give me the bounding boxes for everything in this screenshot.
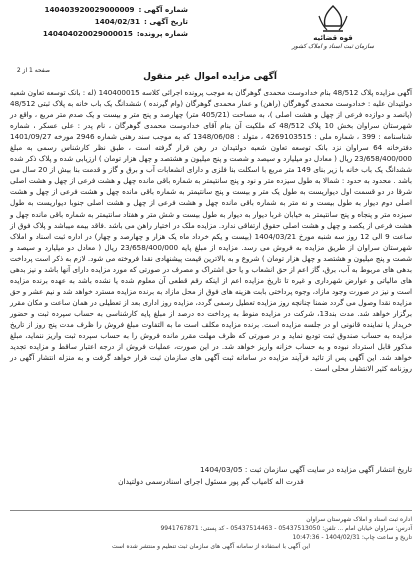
organization-logo <box>258 4 408 58</box>
contact-print-time: تاریخ و ساعت چاپ: 1404/02/31 - 10:47:36 <box>292 534 412 541</box>
file-number-row <box>8 28 188 40</box>
logo-name: قوه قضائیه <box>313 34 353 42</box>
publish-date-line: تاریخ انتشار آگهی مزایده در سایت آگهی سازمان ثبت : 1404/03/05 <box>199 465 412 474</box>
file-number-value: 140404020029000015 <box>42 29 133 38</box>
notice-number-label: شماره آگهی : <box>138 5 188 14</box>
notice-date-value: 1404/02/31 <box>94 17 141 26</box>
logo-organization: سازمان ثبت اسناد و املاک کشور <box>291 43 375 50</box>
contact-note: این آگهی با استفاده از سامانه آگهی های سازمان ثبت تنظیم و منتشر شده است <box>112 543 310 550</box>
file-number-label: شماره پرونده: <box>136 29 188 38</box>
notice-date-label: تاریخ آگهی : <box>144 17 188 26</box>
notice-body: آگهی مزایده پلاک 48/512 بنام خدادوست محمدی گوهرگان به موجب پرونده اجرائی کلاسه 140400015 (له : بانک توسعه تعاون شعبه دولتیدان علیه : خدادوست محمدی گوهرگان (راهن) و عمار محمدی گوهرگان (وام گیرنده ) ششدانگ یک باب خانه به پلاک ثبتی 48/512 (پانصد و دوازده فرعی از چهل و هشت اصلی )، به مساحت (405/21 متر) چهارصد و پنج متر و بیست و یک صدم متر مربع ، واقع در شهرستان سراوان بخش 10 پلاک 48/512 که ملکیت آن بنام آقای خدادوست محمدی گوهرگان ، نام پدر : علی عسکر ، شماره شناسنامه : 399 ، شماره ملی : 4269103515 ، متولد : 1348/06/08 که به موجب سند رهنی شماره 2946 مورخه 1401/09/27 دفترخانه 64 سراوان نزد بانک توسعه تعاون شعبه دولتیدان در رهن قرار گرفته است ، طبق نظر کارشناس رسمی به مبلغ 23/658/400/000 ریال ( معادل دو میلیارد و سیصد و شصت و پنج میلیون و هشتصد و چهل هزار تومان ) ارزیابی شده و پلاک ذکر شده ششدانگ یک باب خانه با زیر بنای 149 متر مربع با اسکلت بنا فلزی و دارای انشعابات آب و برق و گاز و قدمت بنا بیش از 20 سال می باشد . محدود به حدود : شمالا به طول سیزده متر و نود و پنج سانتیمتر به شماره باقی مانده چهل و هشت فرعی از چهل و هشت اصلی شرقا در دو قسمت اول دیواریست به طول یک متر و بیست و پنج سانتیمتر به شماره باقی مانده چهل و هشت فرعی از چهل و هشت اصلی دوم دیوار به طول بیست و نه متر به شماره باقی مانده چهل و هشت فرعی از چهل و هشت اصلی جنوبا دیواریست به طول سیزده متر و پنجاه و پنج سانتیمتر به خیابان غربا دیوار به دیوار به طول بیست و شش متر و هفتاد سانتیمتر به شماره باقی مانده چهل و هشت فرعی از یکصد و چهل و هشت اصلی حقوق ارتفاقی ندارد. مزایده ملک در اختیار راهن می باشد .فاقد بیمه میباشد و پلاک فوق از ساعت 9 الی 12 روز سه شنبه مورخ 1404/03/21 (بیست و یکم خرداد ماه یک هزار و چهارصد و چهار) در اداره ثبت اسناد و املاک شهرستان سراوان از طریق مزایده به فروش می رسد. مزایده از مبلغ پایه 23/658/400/000 ریال ( معادل دو میلیارد و سیصد و شصت و پنج میلیون و هشتصد و چهل هزار تومان ) شروع و به بالاترین قیمت پیشنهادی نقدا فروخته می شود. لازم به ذکر است پرداخت بدهی های مربوط به آب، برق، گاز اعم از حق انشعاب و یا حق اشتراک و مصرف در صورتی که مورد مزایده دارای آنها باشد و نیز بدهی های مالیاتی و عوارض شهرداری و غیره تا تاریخ مزایده اعم از اینکه رقم قطعی آن معلوم شده یا نشده باشد به عهده برنده مزایده است و نیز در صورت وجود مازاد، وجوه پرداختی بابت هزینه های فوق از محل مازاد به برنده مزایده مسترد خواهد شد و نیم عشر و حق مزایده نقدا وصول می گردد ضمنا چنانچه روز مزایده تعطیل رسمی گردد، مزایده روز اداری بعد از تعطیلی در همان ساعت و مکان مقرر برگزار خواهد شد. مدت بند13، شرکت در مزایده منوط به پرداخت ده درصد از مبلغ پایه کارشناسی به حساب سپرده ثبت و حضور خریدار یا نماینده قانونی او در جلسه مزایده است. برنده مزایده مکلف است ما به التفاوت مبلغ فروش را ظرف مدت پنج روز از تاریخ مزایده به حساب صندوق ثبت تودیع نماید و در صورتی که ظرف مهلت مقرر مانده فروش را به حساب سپرده ثبت واریز ننماید، مبلغ مذکور قابل استرداد نبوده و به حساب خزانه واریز خواهد شد. در این صورت، عملیات فروش از درجه اعتبار ساقط و مزایده تجدید خواهد شد. این آگهی پس از تائید فرآیند مزایده در سامانه ثبت آگهی های سازمان ثبت قرار خواهد گرفت و به منزله انتشار آگهی در روزنامه کثیر الانتشار محلی است . <box>9 88 413 374</box>
contact-office: اداره ثبت اسناد و املاک شهرستان سراوان <box>306 516 412 523</box>
page-title: آگهی مزایده اموال غیر منقول <box>143 72 277 82</box>
notice-number-value: 140403920029000009 <box>44 5 135 14</box>
contact-address: آدرس: سراوان خیابان امام ... تلفن: 05437513050 - 05437514463 - کد پستی: 9941767871 <box>160 525 412 532</box>
page-number: صفحه 1 از 2 <box>16 67 50 74</box>
contact-footer <box>10 510 412 551</box>
notice-date-row <box>8 16 188 28</box>
signature-line: قدرت اله کامیاب گم پور مسئول اجرای اسنادرسمی دولتیدان <box>118 477 304 486</box>
notice-number-row <box>8 4 188 16</box>
notice-meta <box>8 4 188 40</box>
judiciary-emblem-icon <box>313 4 353 34</box>
publish-footer <box>10 464 412 488</box>
